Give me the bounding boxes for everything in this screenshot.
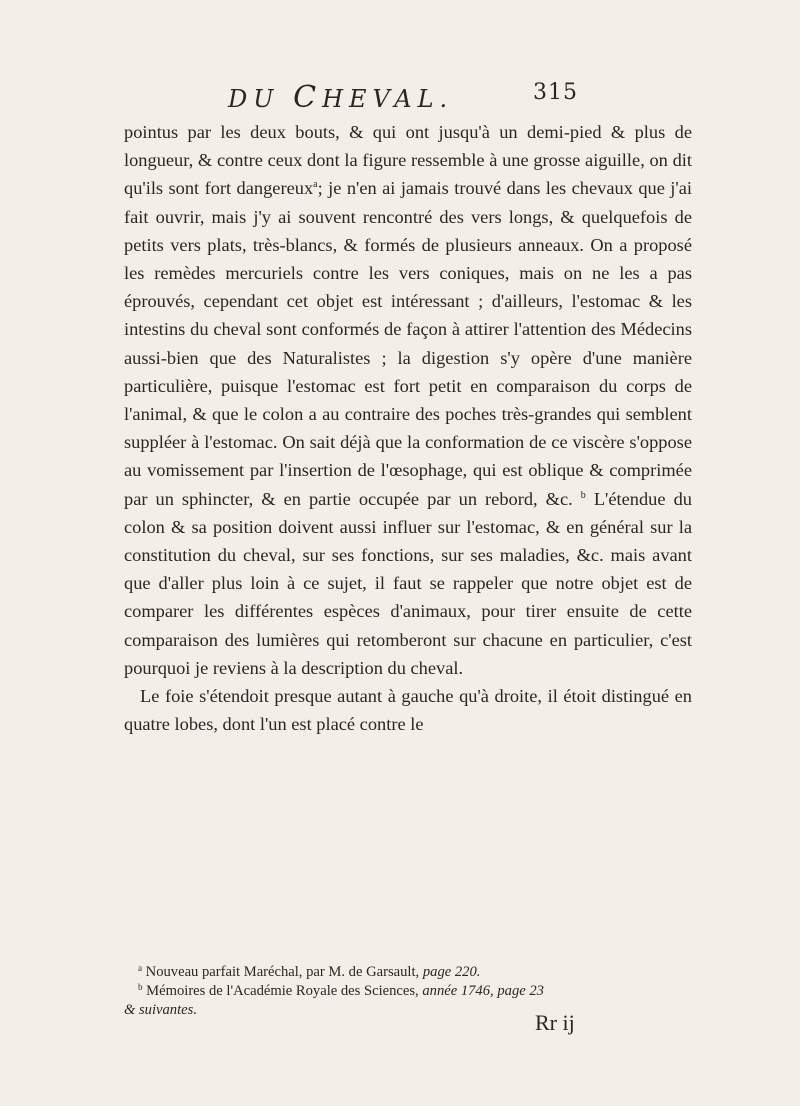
footnote-a-page: page 220.	[422, 964, 481, 980]
footnotes	[124, 963, 692, 1020]
footnote-a-mark: a	[138, 963, 142, 973]
body-text	[124, 118, 692, 738]
footnote-ref-a: a	[313, 179, 318, 191]
footnote-b-mark: b	[138, 982, 143, 992]
footnote-b-page: page 23	[497, 983, 544, 999]
title-initial-c: C	[293, 80, 323, 115]
footnote-b	[124, 982, 692, 1001]
paragraph-1-part-b: ; je n'en ai jamais trouvé dans les chevaux que j'ai fait ouvrir, mais j'y ai souvent rencontré des vers longs, & quelquefois de petits vers plats, très-blancs, & formés de plusieurs anneaux. On a proposé les remèdes mercuriels contre les vers coniques, mais on ne les a pas éprouvés, cependant cet objet est intéressant ; d'ailleurs, l'estomac & les intestins du cheval sont conformés de façon à attirer l'attention des Médecins aussi-bien que des Naturalistes ; la digestion s'y opère d'une manière particulière, puisque l'estomac est fort petit en comparaison du corps de l'animal, & que le colon a au contraire des poches très-grandes qui semblent suppléer à l'estomac. On sait déjà que la conformation de ce viscère s'oppose au vomissement par l'insertion de l'œsophage, qui est oblique & comprimée par un sphincter, & en partie occupée par un rebord, &c.	[124, 178, 692, 509]
paragraph-2: Le foie s'étendoit presque autant à gauche qu'à droite, il étoit distingué en quatre lobes, dont l'un est placé contre le	[124, 686, 692, 735]
footnote-b-text: Mémoires de l'Académie Royale des Sciences,	[146, 983, 419, 999]
footnote-b-continuation	[124, 1001, 692, 1020]
running-title	[228, 80, 453, 115]
title-part-heval: HEVAL.	[322, 85, 454, 113]
title-part-du: DU	[228, 85, 294, 113]
footnote-b-suivantes: & suivantes.	[124, 1002, 197, 1018]
paragraph-1-part-a: pointus par les deux bouts, & qui ont jusqu'à un demi-pied & plus de longueur, & contre ceux dont la figure ressemble à une grosse aiguille, on dit qu'ils sont fort dangereux	[124, 122, 692, 199]
footnote-ref-b: b	[580, 489, 586, 501]
paragraph-1	[124, 118, 692, 682]
running-header	[228, 80, 578, 120]
footnote-b-year: année 1746,	[422, 983, 494, 999]
footnote-a	[124, 963, 692, 982]
signature-mark: Rr ij	[535, 1010, 575, 1035]
paragraph-1-part-c: L'étendue du colon & sa position doivent aussi influer sur l'estomac, & en général sur la constitution du cheval, sur ses fonctions, sur ses maladies, &c. mais avant que d'aller plus loin à ce sujet, il faut se rappeler que notre objet est de comparer les différentes espèces d'animaux, pour tirer ensuite de cette comparaison des lumières qui retomberont sur chacune en particulier, c'est pourquoi je reviens à la description du cheval.	[124, 488, 692, 678]
page-number: 315	[533, 80, 578, 105]
footnote-a-text: Nouveau parfait Maréchal, par M. de Garsault,	[145, 964, 420, 980]
